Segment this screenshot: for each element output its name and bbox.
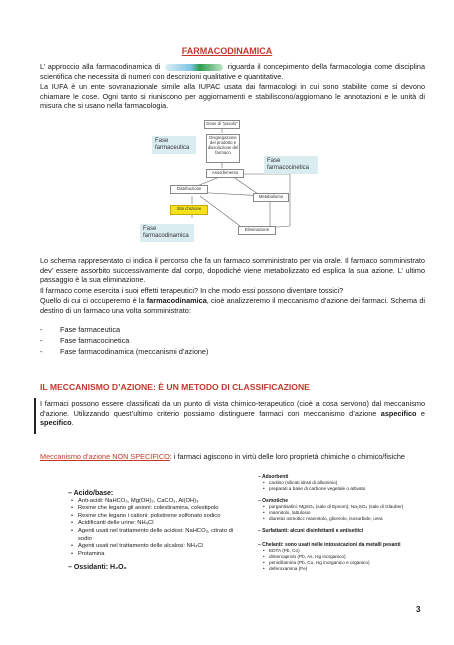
classification-text-mid: e bbox=[416, 408, 425, 418]
acid-base-title: – Acido/base: bbox=[68, 490, 114, 497]
chelanti-title: – Chelanti: sono usati nelle intossicazioni da metalli pesanti bbox=[258, 542, 401, 548]
ossidanti-title: – Ossidanti: H₂O₂ bbox=[68, 564, 127, 572]
phase-farmacodinamica-label: Fase farmacodinamica bbox=[140, 224, 194, 242]
acid-base-items bbox=[68, 498, 248, 559]
list-item: • Acidificanti delle urine: NH₄Cl bbox=[78, 520, 248, 528]
box-sito-azione: Sito d’azione bbox=[170, 205, 208, 215]
nonspecific-paragraph bbox=[40, 452, 425, 462]
right-column-list bbox=[258, 474, 438, 575]
list-item: • Agenti usati nel trattamento delle acidosi: NaHCO₃, citrato di sodio bbox=[78, 528, 248, 543]
acid-base-list bbox=[68, 490, 248, 572]
drug-fate-diagram bbox=[140, 118, 320, 246]
list-item: • dimercaprolo (Pb, As, Hg inorganico) bbox=[269, 554, 438, 560]
list-item: • mannitolo, lattulosio bbox=[269, 510, 438, 516]
box-dose: Dose di “posolo” bbox=[204, 120, 240, 129]
adsorbenti-title: – Adsorbenti bbox=[258, 474, 289, 480]
surfattanti-text: Surfattanti: alcuni disinfettanti e antisettici bbox=[262, 528, 364, 534]
box-assorbimento: Assorbimento bbox=[206, 169, 244, 178]
phase-list-item: - Fase farmacodinamica (meccanismi d’azione) bbox=[40, 347, 209, 356]
list-item: • EDTA (Pb, Co) bbox=[269, 548, 438, 554]
list-item: • caolino (silicati idrati di alluminio) bbox=[269, 480, 438, 486]
p5-text-before: Quello di cui ci occuperemo è la bbox=[40, 296, 147, 305]
phase-list-text: Fase farmacodinamica (meccanismi d’azione) bbox=[60, 347, 209, 356]
osmotiche-text: Osmotiche bbox=[262, 498, 289, 504]
page-number: 3 bbox=[416, 605, 421, 614]
phase-list-text: Fase farmacocinetica bbox=[60, 336, 130, 345]
osmotiche-title: – Osmotiche bbox=[258, 498, 289, 504]
list-item: • purgantisalini: MgSO₄ (sale di Epsom); Na₂SO₄ (sale di Glauber) bbox=[269, 504, 438, 510]
list-item: • Agenti usati nel trattamento delle alcalosi: NH₄Cl bbox=[78, 543, 248, 551]
box-metabolismo: Metabolismo bbox=[253, 193, 289, 202]
osmotiche-items bbox=[258, 504, 438, 522]
phase-list-text: Fase farmaceutica bbox=[60, 325, 121, 334]
p5-text-after: , cioè analizzeremo il meccanismo d’azione dei farmaci. Schema di destino di un farmaco una volta somministrato: bbox=[40, 296, 426, 315]
chelanti-text: Chelanti: sono usati nelle intossicazioni da metalli pesanti bbox=[262, 542, 401, 548]
farmacodinamica-paragraph bbox=[40, 296, 425, 315]
list-item: • diuretici osmotici: mannitolo, glicerolo, isosorbide, urea bbox=[269, 516, 438, 522]
list-item: • penicillamina (Pb, Cu, Hg inorganico e organico) bbox=[269, 560, 438, 566]
surfattanti-title: – Surfattanti: alcuni disinfettanti e antisettici bbox=[258, 528, 364, 534]
nonspecific-text: : i farmaci agiscono in virtù delle loro proprietà chimiche o chimico/fisiche bbox=[169, 452, 405, 461]
box-distribuzione: Distribuzione bbox=[170, 185, 208, 194]
question-paragraph: Il farmaco come esercita i suoi effetti terapeutici? In che modo essi possono diventare tossici? bbox=[40, 286, 344, 295]
phase-list-item: - Fase farmaceutica bbox=[40, 325, 121, 334]
intro-text-after: riguarda il concepimento della farmacologia come disciplina scientifica che necessita di numeri con descrizioni qualitative e quantitative. bbox=[40, 62, 426, 81]
list-item: • deferoxamina (Fe) bbox=[269, 566, 438, 572]
list-item: • Anti-acidi: NaHCO₃, Mg(OH)₂, CaCO₃, Al(OH)₃ bbox=[78, 498, 248, 506]
classification-paragraph bbox=[40, 399, 425, 428]
section-left-bar bbox=[34, 398, 36, 434]
phase-farmaceutica-label: Fase farmaceutica bbox=[152, 136, 196, 154]
bold-aspecifico: aspecifico bbox=[380, 408, 417, 418]
classification-text-end: . bbox=[71, 418, 74, 428]
classification-text: I farmaci possono essere classificati da un punto di vista chimico-terapeutico (cioè a cosa servono) dal meccanismo d’azione. Utilizzando quest’ultimo criterio possiamo distinguere farmaci con meccanismo d’azione bbox=[40, 399, 425, 418]
schema-paragraph: Lo schema rappresentato ci indica il percorso che fa un farmaco somministrato per via orale. Il farmaco somministrato dev’ essere assorbito successivamente dal corpo, dopodiché viene metabolizzato ed esplica la sua azione. L’ ultimo passaggio è la sua eliminazione. bbox=[40, 256, 425, 285]
pill-capsule-image bbox=[165, 64, 223, 71]
chelanti-items bbox=[258, 548, 438, 572]
adsorbenti-text: Adsorbenti bbox=[261, 474, 289, 480]
intro-paragraph-1 bbox=[40, 62, 425, 81]
p5-bold: farmacodinamica bbox=[146, 296, 207, 305]
section-heading: IL MECCANISMO D’AZIONE: È UN METODO DI CLASSIFICAZIONE bbox=[40, 382, 310, 392]
intro-text-before: L’ approccio alla farmacodinamica di bbox=[40, 62, 161, 71]
list-item: • preparati a base di carbone vegetale o attivato bbox=[269, 486, 438, 492]
acid-base-title-text: Acido/base: bbox=[73, 490, 114, 497]
adsorbenti-items bbox=[258, 480, 438, 492]
list-item: • Protamina bbox=[78, 551, 248, 559]
list-item: • Resine che legano gli anioni: colestiramina, colestipolo bbox=[78, 505, 248, 513]
intro-paragraph-2: La IUFA è un ente sovranazionale simile alla IUPAC usata dai farmacologi in cui sono stabilite come si devono chiamare le cose. Ogni tanto si riuniscono per aggiornamenti e stabiliscono/aggiornano le annotazioni e le unità di misura che si usano nella farmacologia. bbox=[40, 82, 425, 111]
page-title: FARMACODINAMICA bbox=[181, 46, 273, 56]
phase-list-item: - Fase farmacocinetica bbox=[40, 336, 130, 345]
phase-farmacocinetica-label: Fase farmacocinetica bbox=[264, 156, 318, 174]
box-eliminazione: Eliminazione bbox=[238, 226, 276, 235]
box-disgregazione: Disgregazione del prodotto e dissoluzione del farmaco bbox=[206, 134, 240, 163]
ossidanti-text: Ossidanti: H₂O₂ bbox=[73, 564, 127, 572]
bold-specifico: specifico bbox=[40, 418, 72, 428]
nonspecific-label: Meccanismo d’azione NON SPECIFICO bbox=[40, 452, 170, 461]
list-item: • Resine che legano i cationi: polistirene solfonato sodico bbox=[78, 513, 248, 521]
